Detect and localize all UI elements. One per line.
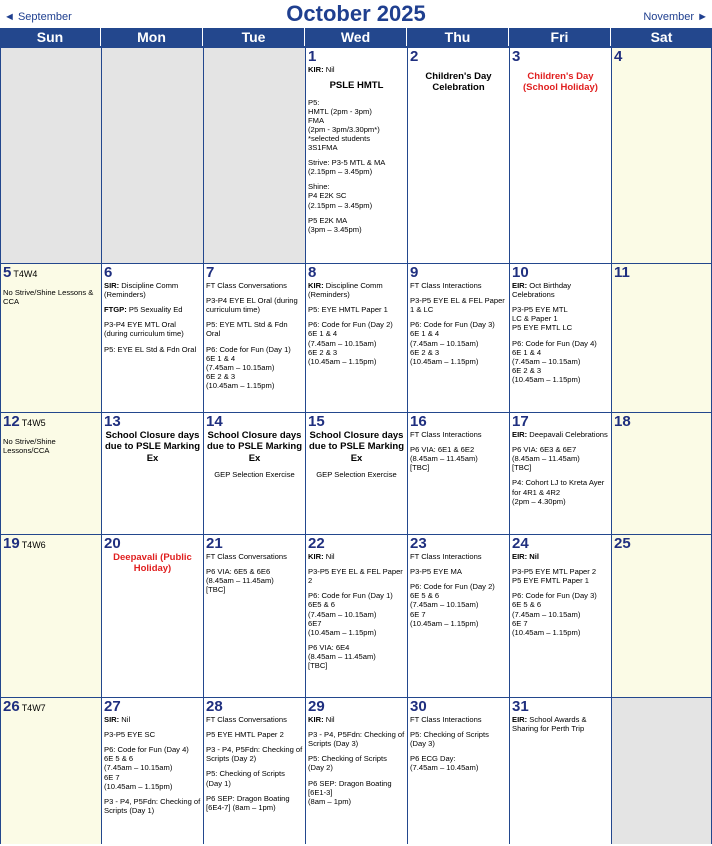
event-line: School Closure days due to PSLE Marking Ex: [308, 430, 407, 464]
event-line: P3-P5 EYE MA: [410, 567, 462, 577]
day-number-text: 12: [3, 413, 20, 430]
event-line: SIR: Nil: [104, 715, 131, 724]
day-number: [614, 536, 709, 552]
prev-month-link[interactable]: ◄ September: [4, 11, 72, 23]
event-line: KIR: Nil: [308, 552, 335, 561]
day-number: [614, 414, 709, 430]
event-line: (10.45am – 1.15pm): [512, 374, 581, 384]
day-number: [206, 536, 303, 552]
day-number-text: 14: [206, 413, 223, 430]
dow-wed: Wed: [305, 28, 407, 46]
event-line: [TBC]: [410, 463, 430, 473]
day-number: [410, 49, 507, 65]
event-line: Children's Day (School Holiday): [523, 71, 598, 94]
event-line: KIR: Nil: [308, 65, 335, 74]
day-number: [206, 265, 303, 281]
event-line: PSLE HMTL: [329, 80, 384, 92]
event-prefix: SIR:: [104, 281, 120, 290]
term-week-label: T4W5: [21, 418, 46, 428]
event-line: P5: EYE MTL Std & Fdn Oral: [206, 320, 290, 339]
event-line: P6: Code for Fun (Day 4): [104, 745, 189, 755]
event-line: KIR: Nil: [308, 715, 335, 724]
day-cell-22[interactable]: [306, 534, 408, 697]
day-cell-11[interactable]: [612, 263, 712, 412]
day-cell-19[interactable]: [1, 534, 102, 697]
calendar-grid: [0, 46, 712, 844]
day-number: [3, 265, 99, 282]
event-line: 6E5 & 6: [308, 600, 336, 610]
event-line: 3S1FMA: [308, 143, 338, 153]
event-line: P5: Checking of Scripts (Day 1): [206, 769, 288, 788]
event-line: P6 SEP: Dragon Boating [6E4-7] (8am – 1pm): [206, 793, 292, 812]
day-number: [308, 265, 405, 281]
event-line: P6 VIA: 6E3 & 6E7: [512, 445, 577, 455]
day-cell-16[interactable]: [408, 412, 510, 534]
day-number: [3, 414, 99, 431]
dow-tue: Tue: [203, 28, 305, 46]
day-number-text: 29: [308, 698, 325, 715]
day-number: [104, 699, 201, 715]
event-line: P5:: [308, 97, 320, 107]
event-line: 6E 5 & 6: [512, 600, 542, 610]
event-line: Shine:: [308, 182, 330, 192]
event-prefix: FTGP:: [104, 305, 127, 315]
day-number-text: 10: [512, 264, 529, 281]
day-cell-7[interactable]: [204, 263, 306, 412]
event-line: (2.15pm – 3.45pm): [308, 200, 373, 210]
event-line: P6 VIA: 6E4: [308, 642, 350, 652]
event-line: 6E 2 & 3: [308, 347, 338, 357]
day-number: [410, 414, 507, 430]
event-line: P3-P5 EYE SC: [104, 730, 156, 740]
day-number-text: 8: [308, 264, 317, 281]
event-line: P4: Cohort LJ to Kreta Ayer for 4R1 & 4R2: [512, 478, 607, 497]
event-line: Children's Day Celebration: [425, 71, 495, 94]
day-number-text: 17: [512, 413, 529, 430]
event-line: P6: Code for Fun (Day 2): [308, 320, 393, 330]
day-cell-29[interactable]: [306, 697, 408, 844]
event-line: (10.45am – 1.15pm): [410, 618, 479, 628]
event-line: *selected students: [308, 133, 371, 143]
event-line: 6E 7: [104, 772, 120, 782]
day-number: [410, 536, 507, 552]
event-line: P3 - P4, P5Fdn: Checking of Scripts (Day 1): [104, 796, 203, 815]
event-line: 6E 1 & 4: [308, 329, 338, 339]
empty-day-cell: [204, 46, 306, 263]
day-number: [104, 414, 201, 430]
day-number: [104, 265, 201, 281]
event-line: P6 SEP: Dragon Boating [6E1-3]: [308, 778, 394, 797]
event-line: P4 E2K SC: [308, 191, 347, 201]
event-line: P5 EYE FMTL Paper 1: [512, 576, 589, 586]
day-number-text: 28: [206, 698, 223, 715]
event-line: (7.45am – 10.15am): [410, 600, 479, 610]
event-prefix: KIR:: [308, 552, 324, 561]
day-cell-20[interactable]: [102, 534, 204, 697]
event-line: (3pm – 3.45pm): [308, 224, 362, 234]
day-cell-12[interactable]: [1, 412, 102, 534]
event-line: 6E 2 & 3: [512, 365, 542, 375]
event-line: P3 - P4, P5Fdn: Checking of Scripts (Day 3): [308, 730, 407, 749]
event-line: EIR: School Awards & Sharing for Perth Trip: [512, 715, 589, 734]
day-number-text: 11: [614, 264, 630, 281]
dow-sun: Sun: [0, 28, 101, 46]
event-line: No Strive/Shine Lessons/CCA: [3, 437, 58, 456]
event-line: (10.45am – 1.15pm): [512, 627, 581, 637]
event-line: P5: EYE HMTL Paper 1: [308, 305, 388, 315]
event-line: P3-P5 EYE MTL: [512, 305, 568, 315]
day-cell-30[interactable]: [408, 697, 510, 844]
next-month-link[interactable]: November ►: [643, 11, 708, 23]
event-line: SIR: Discipline Comm (Reminders): [104, 281, 181, 300]
day-number: [206, 414, 303, 430]
term-week-label: T4W4: [13, 269, 38, 279]
day-number-text: 19: [3, 535, 20, 552]
event-line: (7.45am – 10.15am): [104, 763, 173, 773]
term-week-label: T4W6: [21, 540, 46, 550]
day-cell-17[interactable]: [510, 412, 612, 534]
event-line: FT Class Conversations: [206, 552, 287, 561]
event-line: P5: Checking of Scripts (Day 3): [410, 730, 492, 749]
event-line: P3-P5 EYE EL & FEL Paper 2: [308, 567, 405, 586]
day-number: [3, 536, 99, 553]
day-cell-4[interactable]: [612, 46, 712, 263]
event-line: [TBC]: [512, 463, 532, 473]
day-number: [206, 699, 303, 715]
event-prefix: SIR:: [104, 715, 120, 724]
empty-day-cell: [612, 697, 712, 844]
day-number: [512, 414, 609, 430]
day-number-text: 15: [308, 413, 325, 430]
day-number-text: 5: [3, 264, 12, 281]
event-line: HMTL (2pm - 3pm): [308, 106, 372, 116]
event-line: 6E 5 & 6: [104, 754, 134, 764]
event-line: P5: Checking of Scripts (Day 2): [308, 754, 390, 773]
event-line: FT Class Interactions: [410, 552, 482, 561]
event-line: 6E 7: [512, 618, 528, 628]
day-cell-28[interactable]: [204, 697, 306, 844]
event-line: LC & Paper 1: [512, 314, 558, 324]
day-cell-2[interactable]: [408, 46, 510, 263]
event-line: Deepavali (Public Holiday): [113, 552, 195, 575]
day-number: [512, 536, 609, 552]
day-number-text: 27: [104, 698, 121, 715]
event-prefix: KIR:: [308, 715, 324, 724]
day-cell-18[interactable]: [612, 412, 712, 534]
event-line: P5 E2K MA: [308, 215, 348, 225]
event-line: P6 ECG Day:: [410, 754, 456, 764]
event-line: EIR: Deepavali Celebrations: [512, 430, 608, 439]
day-cell-21[interactable]: [204, 534, 306, 697]
day-number-text: 21: [206, 535, 223, 552]
event-line: KIR: Discipline Comm (Reminders): [308, 281, 385, 300]
day-number: [410, 699, 507, 715]
day-number: [3, 699, 99, 716]
event-line: P3 - P4, P5Fdn: Checking of Scripts (Day 2): [206, 745, 305, 764]
event-line: GEP Selection Exercise: [316, 470, 397, 480]
event-line: P6: Code for Fun (Day 1): [308, 591, 393, 601]
day-number-text: 16: [410, 413, 427, 430]
day-cell-26[interactable]: [1, 697, 102, 844]
day-number-text: 13: [104, 413, 121, 430]
event-line: FTGP: P5 Sexuality Ed: [104, 305, 183, 315]
term-week-label: T4W7: [21, 703, 46, 713]
event-line: (2pm - 3pm/3.30pm*): [308, 124, 380, 134]
event-line: (10.45am – 1.15pm): [410, 356, 479, 366]
event-line: FT Class Interactions: [410, 281, 482, 290]
event-prefix: EIR:: [512, 430, 528, 439]
day-cell-31[interactable]: [510, 697, 612, 844]
event-line: Strive: P3-5 MTL & MA: [308, 158, 386, 168]
event-line: (8.45am – 11.45am): [410, 454, 478, 464]
event-line: FT Class Conversations: [206, 281, 287, 290]
day-cell-8[interactable]: [306, 263, 408, 412]
event-prefix: EIR:: [512, 281, 528, 290]
event-line: (7.45am – 10.15am): [206, 362, 275, 372]
event-line: FT Class Interactions: [410, 715, 482, 724]
dow-sat: Sat: [650, 29, 673, 45]
day-number: [308, 414, 405, 430]
day-number: [308, 536, 405, 552]
event-line: (10.45am – 1.15pm): [104, 781, 173, 791]
event-line: School Closure days due to PSLE Marking Ex: [104, 430, 203, 464]
event-line: P3-P5 EYE EL & FEL Paper 1 & LC: [410, 296, 507, 315]
day-cell-13[interactable]: [102, 412, 204, 534]
day-cell-14[interactable]: [204, 412, 306, 534]
event-line: P6: Code for Fun (Day 3): [512, 591, 597, 601]
event-prefix: KIR:: [308, 65, 324, 74]
day-number-text: 9: [410, 264, 419, 281]
event-line: 6E 1 & 4: [410, 329, 440, 339]
event-line: (7.45am – 10.15am): [308, 338, 377, 348]
day-number: [512, 265, 609, 281]
event-line: P5: EYE EL Std & Fdn Oral: [104, 344, 197, 354]
day-cell-10[interactable]: [510, 263, 612, 412]
day-cell-15[interactable]: [306, 412, 408, 534]
event-line: P3-P4 EYE MTL Oral (during curriculum time): [104, 320, 184, 339]
day-cell-27[interactable]: [102, 697, 204, 844]
day-number: [104, 536, 201, 552]
event-line: (7.45am – 10.15am): [410, 338, 479, 348]
day-cell-5[interactable]: [1, 263, 102, 412]
event-line: (10.45am – 1.15pm): [308, 627, 377, 637]
day-cell-3[interactable]: [510, 46, 612, 263]
event-line: 6E 7: [410, 609, 426, 619]
event-line: (7.45am – 10.15am): [308, 609, 377, 619]
event-line: GEP Selection Exercise: [214, 470, 295, 480]
event-line: [512, 552, 609, 561]
day-number-text: 22: [308, 535, 325, 552]
event-line: P5 EYE HMTL Paper 2: [206, 730, 284, 740]
event-line: (10.45am – 1.15pm): [206, 380, 275, 390]
event-line: (8.45am – 11.45am): [308, 651, 376, 661]
day-number: [308, 699, 405, 715]
event-line: (7.45am – 10.45am): [410, 763, 479, 773]
dow-mon: Mon: [101, 28, 203, 46]
event-line: EIR: Oct Birthday Celebrations: [512, 281, 574, 300]
day-number-text: 24: [512, 535, 529, 552]
day-number: [614, 265, 709, 281]
day-number-text: 1: [308, 48, 317, 65]
day-number: [410, 265, 507, 281]
empty-day-cell: [102, 46, 204, 263]
day-number-text: 6: [104, 264, 113, 281]
day-number: [308, 49, 405, 65]
day-cell-24[interactable]: [510, 534, 612, 697]
event-line: (8.45am – 11.45am): [206, 576, 274, 586]
day-number: [512, 699, 609, 715]
event-line: 6E 2 & 3: [206, 371, 236, 381]
event-prefix: KIR:: [308, 281, 324, 290]
event-line: P6 VIA: 6E5 & 6E6: [206, 567, 271, 577]
event-line: P5 EYE FMTL LC: [512, 323, 573, 333]
event-line: (8am – 1pm): [308, 796, 352, 806]
event-line: P6: Code for Fun (Day 1): [206, 344, 291, 354]
day-number-text: 7: [206, 264, 215, 281]
day-of-week-header: [0, 28, 712, 46]
day-cell-25[interactable]: [612, 534, 712, 697]
day-number-text: 3: [512, 48, 521, 65]
event-line: [TBC]: [308, 661, 328, 671]
day-number: [512, 49, 609, 65]
dow-fri: Fri: [509, 28, 611, 46]
day-number-text: 4: [614, 48, 623, 65]
event-line: FT Class Interactions: [410, 430, 482, 439]
day-cell-23[interactable]: [408, 534, 510, 697]
event-line: (7.45am – 10.15am): [512, 609, 581, 619]
day-number-text: 2: [410, 48, 419, 65]
month-title: October 2025: [286, 1, 426, 26]
event-line: (8.45am – 11.45am): [512, 454, 580, 464]
event-line: P6 VIA: 6E1 & 6E2: [410, 445, 475, 455]
day-number-text: 18: [614, 413, 631, 430]
day-number-text: 20: [104, 535, 121, 552]
day-number-text: 25: [614, 535, 631, 552]
day-number-text: 26: [3, 698, 20, 715]
event-line: FT Class Conversations: [206, 715, 287, 724]
day-cell-6[interactable]: [102, 263, 204, 412]
day-number-text: 30: [410, 698, 427, 715]
dow-thu: Thu: [407, 28, 509, 46]
event-line: 6E 2 & 3: [410, 347, 440, 357]
event-line: (2pm – 4.30pm): [512, 496, 566, 506]
day-number-text: 23: [410, 535, 427, 552]
event-line: P3-P4 EYE EL Oral (during curriculum time): [206, 296, 300, 315]
calendar-header: [0, 0, 712, 28]
event-line: (7.45am – 10.15am): [512, 356, 581, 366]
day-cell-9[interactable]: [408, 263, 510, 412]
event-line: P6: Code for Fun (Day 3): [410, 320, 495, 330]
event-line: School Closure days due to PSLE Marking Ex: [206, 430, 305, 464]
event-line: 6E 1 & 4: [206, 353, 236, 363]
event-line: No Strive/Shine Lessons & CCA: [3, 288, 96, 307]
empty-day-cell: [1, 46, 102, 263]
day-number: [614, 49, 709, 65]
event-line: P6: Code for Fun (Day 2): [410, 582, 495, 592]
event-line: FMA: [308, 115, 325, 125]
event-line: 6E 5 & 6: [410, 591, 440, 601]
event-prefix: EIR: Nil: [512, 552, 540, 561]
day-number-text: 31: [512, 698, 529, 715]
event-prefix: EIR:: [512, 715, 528, 724]
event-line: P3-P5 EYE MTL Paper 2: [512, 567, 597, 577]
event-line: 6E 1 & 4: [512, 347, 542, 357]
event-line: (10.45am – 1.15pm): [308, 356, 377, 366]
event-line: [TBC]: [206, 585, 226, 595]
event-line: P6: Code for Fun (Day 4): [512, 338, 597, 348]
event-line: 6E7: [308, 618, 322, 628]
day-cell-1[interactable]: [306, 46, 408, 263]
event-line: (2.15pm – 3.45pm): [308, 167, 373, 177]
